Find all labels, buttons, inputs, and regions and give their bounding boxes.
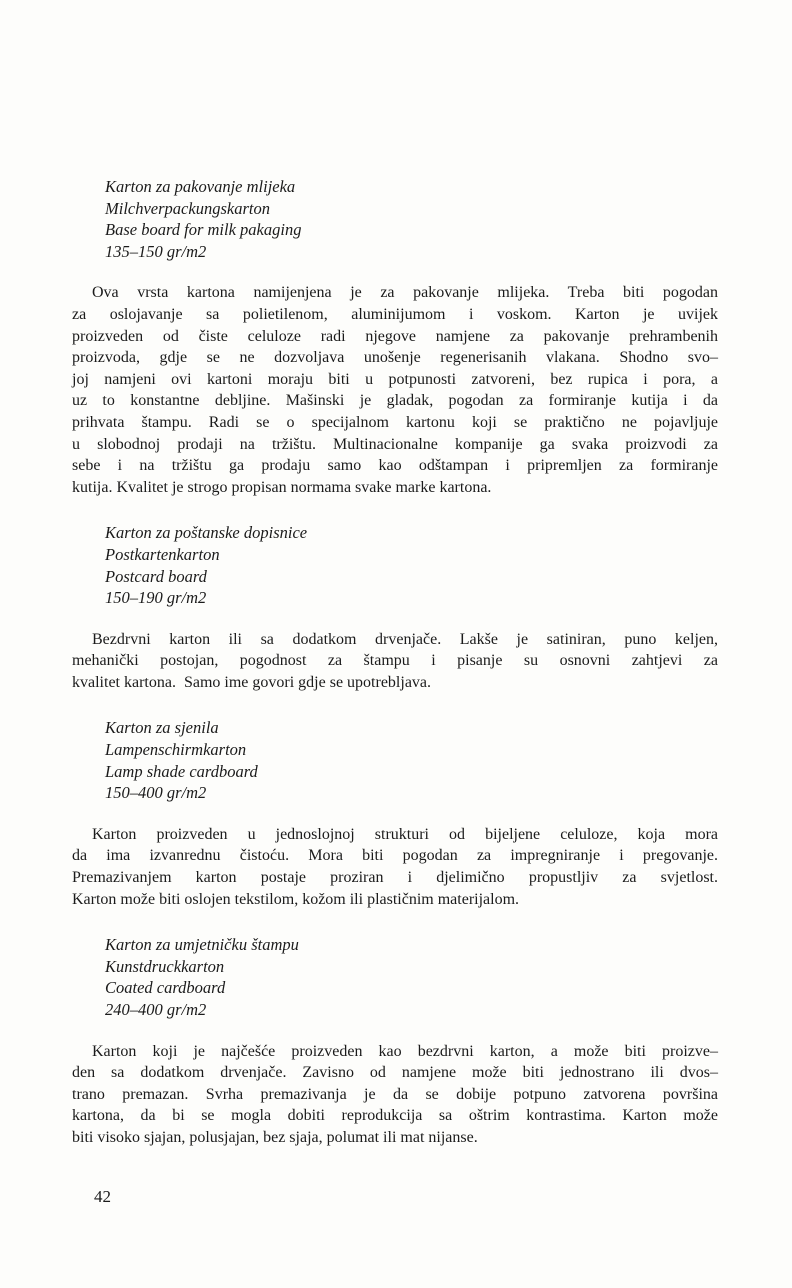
body-paragraph	[72, 824, 718, 910]
card-type-section-postcard	[72, 522, 718, 693]
text-line: kartona, da bi se mogla dobiti reprodukcija sa oštrim kontrastima. Karton može	[72, 1107, 718, 1125]
section-heading	[105, 176, 718, 262]
section-title-local: Karton za poštanske dopisnice	[105, 523, 308, 543]
text-line: biti visoko sjajan, polusjajan, bez sjaja, polumat ili mat nijanse.	[72, 1128, 478, 1146]
section-title-local: Karton za umjetničku štampu	[105, 935, 299, 955]
text-line: da ima izvanrednu čistoću. Mora biti pogodan za impregniranje i pregovanje.	[72, 847, 718, 865]
section-grammage: 150–400 gr/m2	[105, 783, 207, 803]
text-line: u slobodnoj prodaji na tržištu. Multinacionalne kompanije ga svaka proizvodi za	[72, 435, 718, 453]
text-line: Karton može biti oslojen tekstilom, kožom ili plastičnim materijalom.	[72, 890, 520, 908]
text-line: mehanički postojan, pogodnost za štampu i pisanje su osnovni zahtjevi za	[72, 652, 718, 670]
text-block	[72, 176, 718, 1173]
section-title-english: Lamp shade cardboard	[105, 761, 258, 781]
section-title-local: Karton za sjenila	[105, 718, 219, 738]
section-grammage: 240–400 gr/m2	[105, 1000, 207, 1019]
body-paragraph	[72, 629, 718, 694]
section-title-german: Postkartenkarton	[105, 544, 220, 564]
text-line: prihvata štampu. Radi se o specijalnom kartonu koji se praktično ne pojavljuje	[72, 413, 718, 431]
text-line: uz to konstantne debljine. Mašinski je gladak, pogodan za formiranje kutija i da	[72, 392, 718, 410]
body-paragraph	[72, 1041, 718, 1149]
section-title-german: Milchverpackungskarton	[105, 198, 270, 218]
text-line: Premazivanjem karton postaje proziran i djelimično propustljiv za svjetlost.	[72, 869, 718, 887]
text-line: kvalitet kartona. Samo ime govori gdje se upotrebljava.	[72, 673, 432, 691]
section-heading	[105, 522, 718, 608]
section-title-english: Base board for milk pakaging	[105, 220, 302, 240]
text-line: Karton proizveden u jednoslojnoj strukturi od bijeljene celuloze, koja mora	[92, 825, 718, 843]
text-line: Bezdrvni karton ili sa dodatkom drvenjače. Lakše je satiniran, puno keljen,	[92, 630, 718, 648]
text-line: sebe i na tržištu ga prodaju samo kao odštampan i pripremljen za formiranje	[72, 457, 718, 475]
section-grammage: 135–150 gr/m2	[105, 241, 207, 261]
text-line: den sa dodatkom drvenjače. Zavisno od namjene može biti jednostrano ili dvos–	[72, 1064, 718, 1082]
page-number: 42	[94, 1187, 111, 1206]
section-title-local: Karton za pakovanje mlijeka	[105, 177, 296, 196]
card-type-section-artprint	[72, 934, 718, 1148]
card-type-section-milk	[72, 176, 718, 498]
card-type-section-lampshade	[72, 717, 718, 910]
body-paragraph	[72, 282, 718, 498]
section-title-english: Coated cardboard	[105, 978, 226, 998]
text-line: za oslojavanje sa polietilenom, aluminijumom i voskom. Karton je uvijek	[72, 305, 718, 323]
text-line: proizveden od čiste celuloze radi njegove namjene za pakovanje prehrambenih	[72, 327, 718, 345]
text-line: Ova vrsta kartona namijenjena je za pakovanje mlijeka. Treba biti pogodan	[92, 284, 718, 302]
section-heading	[105, 934, 718, 1020]
text-line: trano premazan. Svrha premazivanja je da se dobije potpuno zatvorena površina	[72, 1085, 718, 1103]
section-title-german: Kunstdruckkarton	[105, 956, 225, 976]
section-grammage: 150–190 gr/m2	[105, 588, 207, 608]
text-line: proizvoda, gdje se ne dozvoljava unošenje regenerisanih vlakana. Shodno svo–	[72, 349, 718, 367]
section-title-english: Postcard board	[105, 566, 207, 586]
section-heading	[105, 717, 718, 803]
section-title-german: Lampenschirmkarton	[105, 740, 247, 760]
text-line: kutija. Kvalitet je strogo propisan normama svake marke kartona.	[72, 478, 492, 496]
text-line: Karton koji je najčešće proizveden kao bezdrvni karton, a može biti proizve–	[92, 1042, 718, 1060]
text-line: joj namjeni ovi kartoni moraju biti u potpunosti zatvoreni, bez rupica i pora, a	[72, 370, 718, 388]
